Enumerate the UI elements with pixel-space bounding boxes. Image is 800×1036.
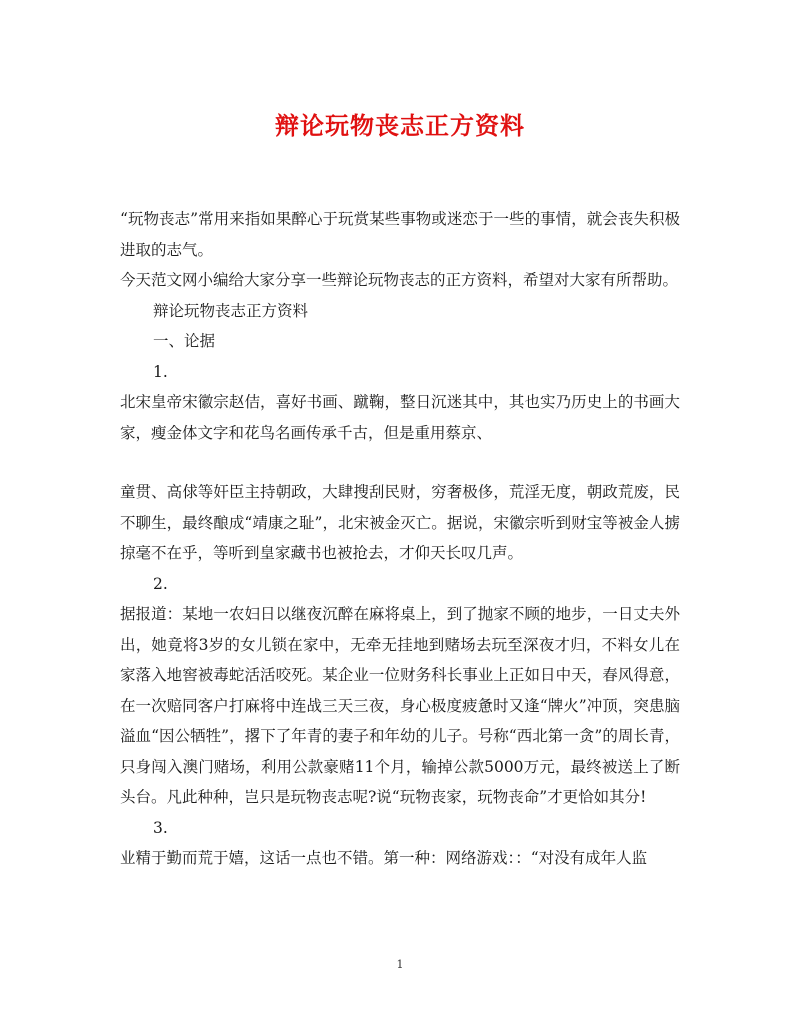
item-2-number: 2.	[153, 574, 168, 593]
document-body	[120, 204, 680, 874]
section-title: 辩论玩物丧志正方资料	[153, 301, 309, 320]
item-1-number: 1.	[153, 362, 168, 381]
item-1-text-part-b: 童贯、高俅等奸臣主持朝政，大肆搜刮民财，穷奢极侈，荒淫无度，朝政荒废，民不聊生，最终酿成“靖康之耻”，北宋被金灭亡。据说，宋徽宗听到财宝等被金人掳掠毫不在乎，等听到皇家藏书也被抢去，才仰天长叹几声。	[120, 483, 680, 562]
intro-paragraph-2: 今天范文网小编给大家分享一些辩论玩物丧志的正方资料，希望对大家有所帮助。	[120, 271, 679, 289]
document-title: 辩论玩物丧志正方资料	[275, 111, 525, 140]
item-3-text: 业精于勤而荒于嬉，这话一点也不错。第一种：网络游戏：：“对没有成年人监	[120, 849, 648, 867]
item-2-text: 据报道：某地一农妇日以继夜沉醉在麻将桌上，到了抛家不顾的地步，一日丈夫外出，她竟将3岁的女儿锁在家中，无牵无挂地到赌场去玩至深夜才归，不料女儿在家落入地窖被毒蛇活活咬死。某企业一位财务科长事业上正如日中天，春风得意，在一次赔同客户打麻将中连战三天三夜，身心极度疲惫时又逢“牌火”冲顶，突患脑溢血“因公牺牲”，撂下了年青的妻子和年幼的儿子。号称“西北第一贪”的周长青，只身闯入澳门赌场，利用公款豪赌11个月，输掉公款5000万元，最终被送上了断头台。凡此种种，岂只是玩物丧志呢?说“玩物丧家，玩物丧命”才更恰如其分!	[120, 605, 680, 806]
item-1-text-part-a: 北宋皇帝宋徽宗赵佶，喜好书画、蹴鞠，整日沉迷其中，其也实乃历史上的书画大家，瘦金体文字和花鸟名画传承千古，但是重用蔡京、	[120, 393, 680, 442]
paragraph-gap	[120, 448, 680, 477]
item-3-number: 3.	[153, 818, 168, 837]
intro-paragraph-1: “玩物丧志”常用来指如果醉心于玩赏某些事物或迷恋于一些的事情，就会丧失积极进取的志气。	[120, 210, 680, 259]
page-number: 1	[396, 958, 404, 971]
heading-arguments: 一、论据	[153, 332, 216, 350]
